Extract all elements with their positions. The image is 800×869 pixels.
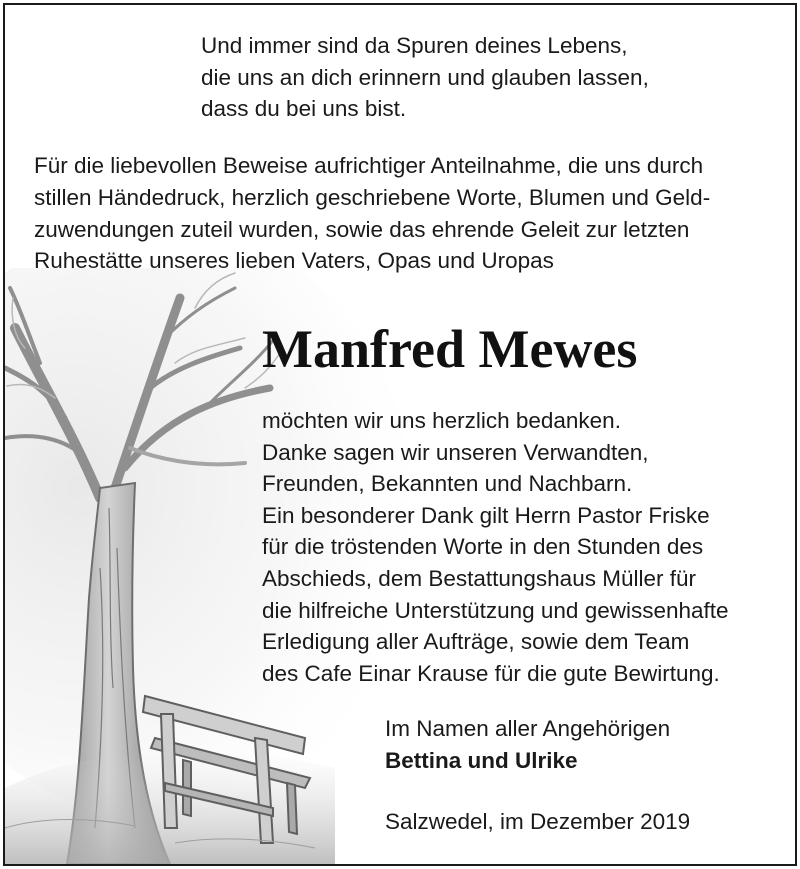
body-line: für die tröstenden Worte in den Stunden des — [262, 534, 704, 560]
intro-line: Ruhestätte unseres lieben Vaters, Opas und Uropas — [34, 248, 554, 274]
signature-block — [385, 713, 670, 776]
verse-line: dass du bei uns bist. — [201, 96, 407, 121]
thanks-intro-paragraph — [34, 150, 710, 277]
body-line: möchten wir uns herzlich bedanken. — [262, 408, 621, 433]
intro-line: stillen Händedruck, herzlich geschriebene Worte, Blumen und Geld- — [34, 184, 711, 210]
intro-line: zuwendungen zuteil wurden, sowie das ehrende Geleit zur letzten — [34, 216, 690, 242]
memorial-verse — [201, 30, 649, 125]
thanks-body-paragraph — [262, 405, 729, 689]
verse-line: Und immer sind da Spuren deines Lebens, — [201, 33, 628, 58]
signature-intro: Im Namen aller Angehörigen — [385, 716, 671, 741]
body-line: Erledigung aller Aufträge, sowie dem Team — [262, 629, 690, 655]
signature-names: Bettina und Ulrike — [385, 747, 578, 773]
intro-line: Für die liebevollen Beweise aufrichtiger Anteilnahme, die uns durch — [34, 153, 704, 178]
verse-line: die uns an dich erinnern und glauben lassen, — [201, 64, 649, 90]
place-and-date: Salzwedel, im Dezember 2019 — [385, 809, 691, 834]
body-line: Abschieds, dem Bestattungshaus Müller für — [262, 565, 696, 591]
deceased-name: Manfred Mewes — [262, 319, 638, 379]
body-line: Danke sagen wir unseren Verwandten, — [262, 439, 649, 465]
body-line: des Cafe Einar Krause für die gute Bewirtung. — [262, 660, 720, 686]
body-line: Ein besonderer Dank gilt Herrn Pastor Friske — [262, 502, 710, 528]
body-line: Freunden, Bekannten und Nachbarn. — [262, 471, 633, 497]
body-line: die hilfreiche Unterstützung und gewissenhafte — [262, 597, 729, 623]
